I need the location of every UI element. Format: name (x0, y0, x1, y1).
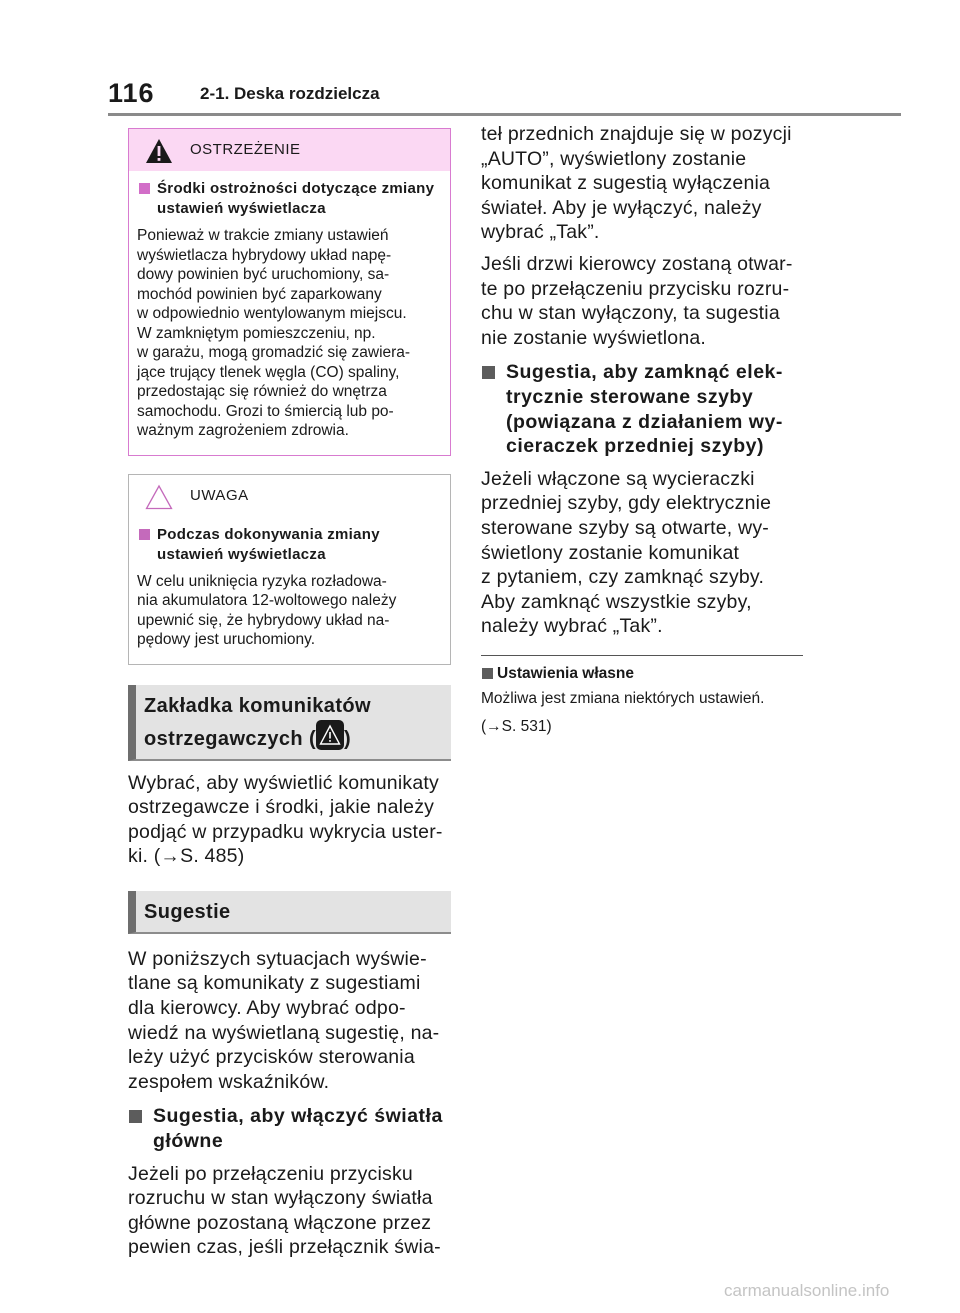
headlights-subheading: Sugestia, aby włączyć światła główne (128, 1104, 451, 1153)
right-column (481, 122, 803, 737)
driver-door-text: Jeśli drzwi kierowcy zostaną otwar- te po przełączeniu przycisku rozru- chu w stan wyłączony, ta sugestia nie zostanie wyświetlona. (481, 252, 793, 349)
warning-subheading: Środki ostrożności dotyczące zmiany ustawień wyświetlacza (137, 179, 442, 219)
windows-subheading: Sugestia, aby zamknąć elek- trycznie sterowane szyby (powiązana z działaniem wy- cieraczek przedniej szyby) (481, 360, 803, 458)
warning-tab-text: Wybrać, aby wyświetlić komunikaty ostrzegawcze i środki, jakie należy podjąć w przypadku wykrycia uster- ki. (→S. 485) (128, 771, 443, 868)
warning-box-header (129, 129, 450, 171)
bullet-square-icon (482, 668, 493, 679)
custom-settings-reference: (→S. 531) (481, 717, 552, 735)
warning-triangle-filled-icon (145, 138, 173, 164)
warning-box-title: OSTRZEŻENIE (190, 141, 301, 158)
watermark: carmanualsonline.info (724, 1281, 890, 1300)
caution-box-header (129, 475, 450, 517)
caution-subheading: Podczas dokonywania zmiany ustawień wyświetlacza (137, 525, 442, 565)
headlights-text: Jeżeli po przełączeniu przycisku rozruchu w stan wyłączony światła główne pozostaną włączone przez pewien czas, jeśli przełącznik świa- (128, 1162, 441, 1259)
custom-settings-text: Możliwa jest zmiana niektórych ustawień. (481, 689, 765, 707)
windows-text: Jeżeli włączone są wycieraczki przedniej szyby, gdy elektrycznie sterowane szyby są otwarte, wy- świetlony zostanie komunikat z pytaniem, czy zamknąć szyby. Aby zamknąć wszystkie szyby, należy wybrać „Tak”. (481, 467, 772, 638)
left-column (128, 128, 451, 1260)
caution-triangle-outline-icon (145, 484, 173, 510)
bullet-square-icon (139, 529, 150, 540)
section-divider (481, 655, 803, 656)
caution-box-title: UWAGA (190, 486, 249, 504)
warning-tab-banner: Zakładka komunikatów ostrzegawczych ( ) (128, 685, 451, 761)
page-number: 116 (108, 78, 155, 108)
suggestions-intro: W poniższych sytuacjach wyświe- tlane są komunikaty z sugestiami dla kierowcy. Aby wybrać odpo- wiedź na wyświetlaną sugestię, na- leży użyć przycisków sterowania zespołem wskaźników. (128, 947, 440, 1093)
bullet-square-icon (482, 366, 495, 379)
suggestions-banner: Sugestie (128, 891, 451, 934)
bullet-square-icon (139, 183, 150, 194)
custom-settings-heading: Ustawienia własne (481, 664, 803, 684)
warning-box (128, 128, 451, 456)
caution-text: W celu uniknięcia ryzyka rozładowa- nia akumulatora 12-woltowego należy upewnić się, że hybrydowy układ na- pędowy jest uruchomiony. (137, 572, 397, 648)
warning-triangle-inverted-icon (316, 720, 344, 750)
warning-text: Ponieważ w trakcie zmiany ustawień wyświetlacza hybrydowy układ napę- dowy powinien być uruchomiony, sa- mochód powinien być zaparkowany w odpowiednio wentylowanym miejscu. W zamkniętym pomieszczeniu, np. w garażu, mogą gromadzić się zawiera- jące trujący tlenek węgla (CO) spaliny, przedostając się również do wnętrza samochodu. Grozi to śmiercią lub po- ważnym zagrożeniem zdrowia. (137, 227, 411, 439)
header-divider (108, 113, 901, 116)
caution-box (128, 474, 451, 665)
section-title: 2-1. Deska rozdzielcza (200, 84, 380, 103)
bullet-square-icon (129, 1110, 142, 1123)
headlights-text-continued: teł przednich znajduje się w pozycji „AUTO”, wyświetlony zostanie komunikat z sugestią wyłączenia świateł. Aby je wyłączyć, należy wybrać „Tak”. (481, 123, 792, 244)
